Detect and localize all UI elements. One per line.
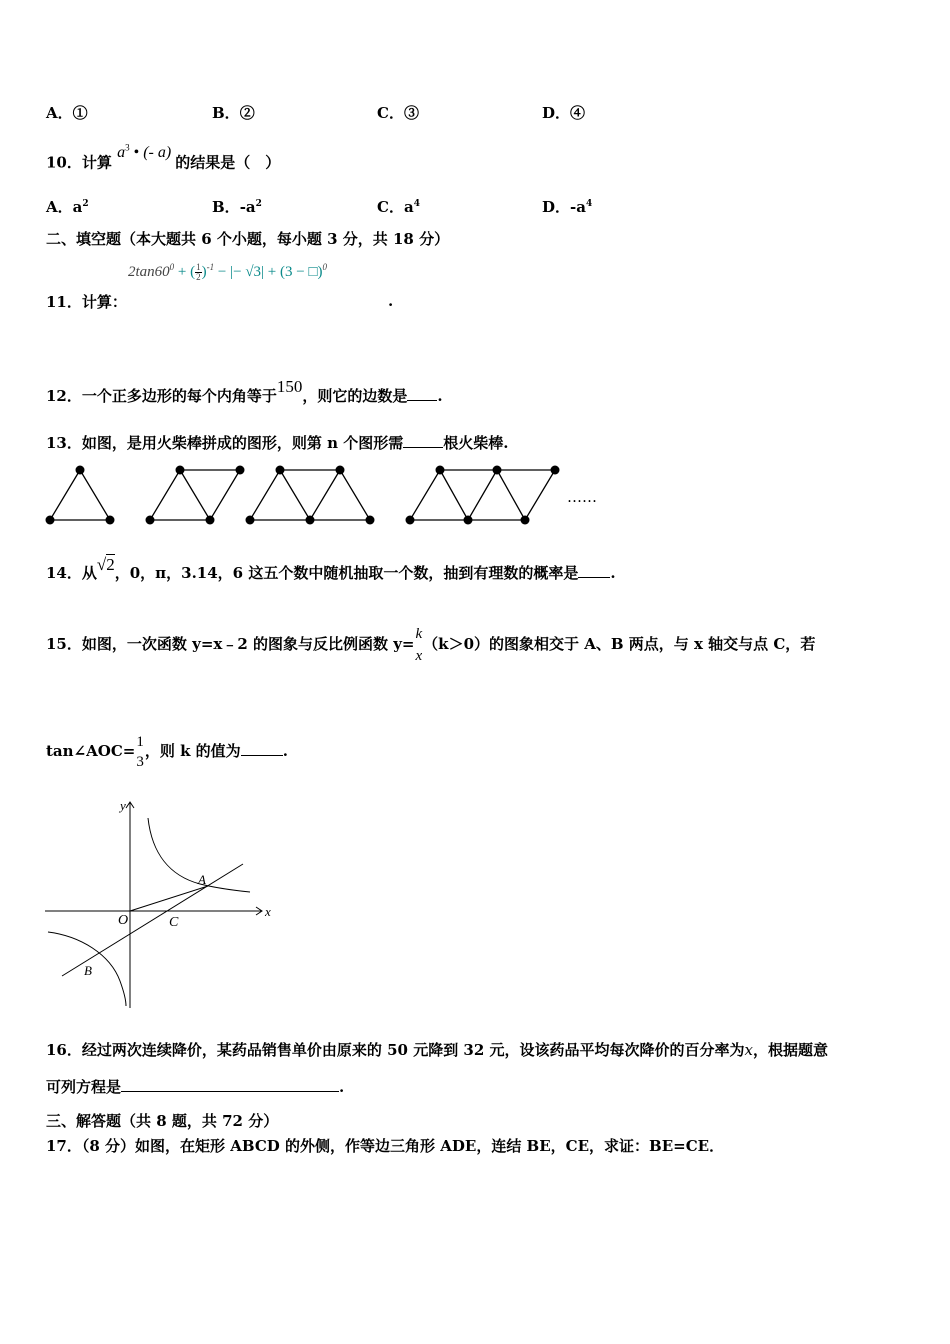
q9-option-d: D．④ bbox=[542, 104, 586, 122]
q10-option-d: D．$-a^4$ bbox=[542, 198, 593, 216]
point-B-label: B bbox=[84, 963, 92, 978]
q15-tan-line: tan∠AOC= 1 3 ，则 k 的值为 . bbox=[46, 734, 288, 770]
x-label: x bbox=[265, 904, 271, 919]
q9-option-b: B．② bbox=[212, 104, 255, 122]
q10-option-c: C．$a^4$ bbox=[377, 198, 420, 216]
figure-3-shape bbox=[250, 470, 370, 520]
q9-option-c: C．③ bbox=[377, 104, 419, 122]
y-label: y bbox=[120, 798, 126, 813]
origin-label: O bbox=[118, 913, 129, 928]
q10-stem: 10．计算 $a^3$ • (- a) 的结果是（ ） bbox=[46, 143, 281, 172]
point-A-label: A bbox=[198, 872, 206, 887]
q11-end: . bbox=[388, 292, 394, 310]
q16-stem-line2: 可列方程是 . bbox=[46, 1078, 345, 1096]
q13-matchstick-figure bbox=[40, 462, 610, 532]
q12-stem: 12．一个正多边形的每个内角等于150，则它的边数是 . bbox=[46, 377, 443, 405]
figure-1-triangle bbox=[50, 470, 110, 520]
q15-answer-blank[interactable] bbox=[241, 741, 283, 756]
q12-answer-blank[interactable] bbox=[407, 386, 437, 401]
point-C-label: C bbox=[169, 915, 179, 930]
q15-function-graph bbox=[40, 796, 280, 1012]
q9-option-a: A．① bbox=[46, 104, 88, 122]
q17-stem: 17．（8 分）如图，在矩形 ABCD 的外侧，作等边三角形 ADE，连结 BE，CE，求证：BE=CE． bbox=[46, 1137, 725, 1155]
line-y-equals-x-minus-2 bbox=[62, 864, 243, 976]
q10-expression: $a^3$ • (- a) bbox=[117, 143, 172, 162]
q16-answer-blank[interactable] bbox=[121, 1077, 339, 1092]
q13-stem: 13．如图，是用火柴棒拼成的图形，则第 n 个图形需 根火柴棒. bbox=[46, 434, 509, 452]
q11-formula: $2\tan 60^0$ + ( $\frac{1}{2}$ )$^{-1}$ − |− √3| + (3 − □)$^0$ bbox=[128, 262, 328, 283]
segment-OA bbox=[130, 886, 208, 911]
q13-answer-blank[interactable] bbox=[403, 433, 443, 448]
q14-stem: 14．从√2，0，π，3.14，6 这五个数中随机抽取一个数，抽到有理数的概率是 . bbox=[46, 555, 616, 582]
q16-stem: 16．经过两次连续降价，某药品销售单价由原来的 50 元降到 32 元，设该药品平均每次降价的百分率为x，根据题意 bbox=[46, 1041, 828, 1059]
section-3-heading: 三、解答题（共 8 题，共 72 分） bbox=[46, 1112, 279, 1130]
q15-stem: 15．如图，一次函数 y=x﹣2 的图象与反比例函数 y= k x （k＞0）的图象相交于 A、B 两点，与 x 轴交与点 C，若 bbox=[46, 626, 816, 664]
q14-answer-blank[interactable] bbox=[578, 563, 610, 578]
q10-option-b: B．$-a^2$ bbox=[212, 198, 262, 216]
q13-ellipsis: …… bbox=[567, 488, 597, 506]
section-2-heading: 二、填空题（本大题共 6 个小题，每小题 3 分，共 18 分） bbox=[46, 230, 450, 248]
q10-option-a: A．$a^2$ bbox=[46, 198, 89, 216]
q11-stem: 11．计算： bbox=[46, 293, 127, 311]
